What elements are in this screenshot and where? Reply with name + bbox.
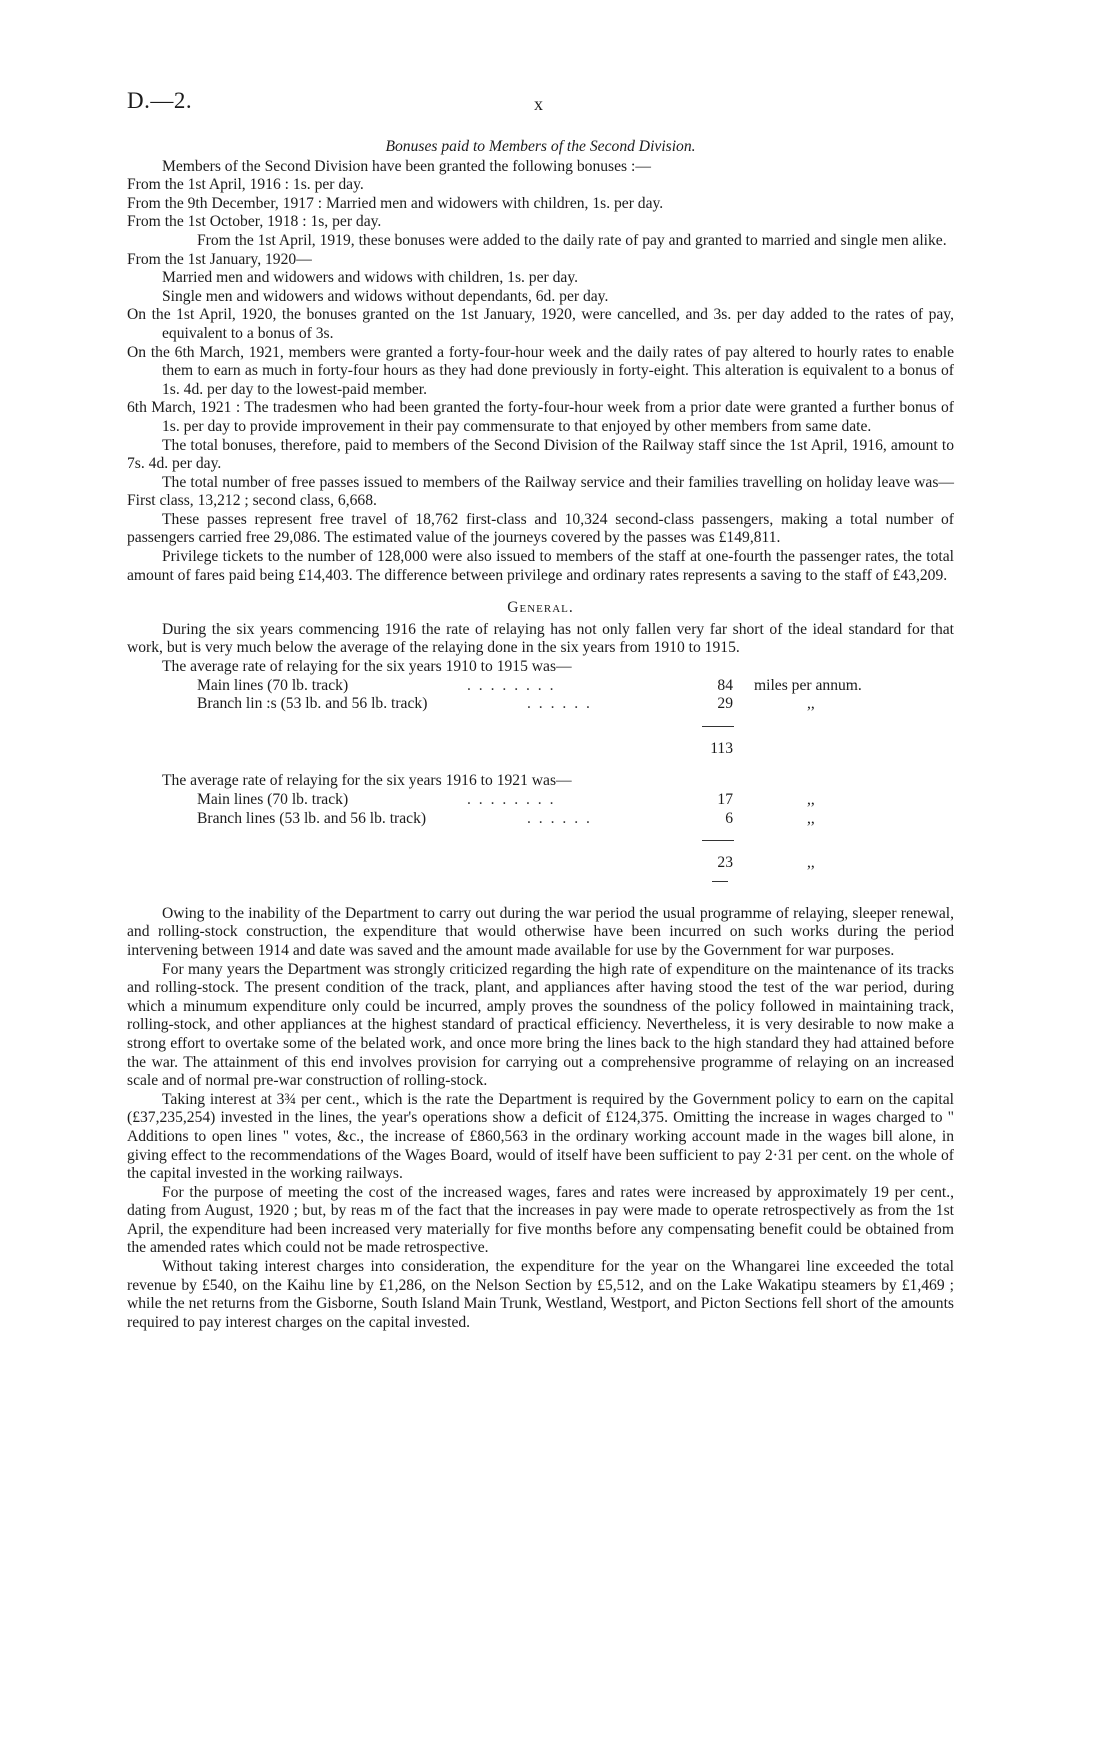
bottom-rule <box>127 873 954 897</box>
row-label: Main lines (70 lb. track) <box>197 791 349 808</box>
total-value: 23 <box>717 854 733 872</box>
row-label: Branch lines (53 lb. and 56 lb. track) <box>197 809 427 827</box>
paragraph: The total bonuses, therefore, paid to members of the Second Division of the Railway staff since the 1st April, 1916, amount to 7s. 4d. per day. <box>127 436 954 473</box>
paragraph: The total number of free passes issued to members of the Railway service and their families travelling on holiday leave was—First class, 13,212 ; second class, 6,668. <box>127 473 954 510</box>
paragraph: From the 1st April, 1916 : 1s. per day. <box>127 176 364 194</box>
relaying-table-1916-1921 <box>127 772 954 896</box>
paragraph: Taking interest at 3¾ per cent., which is the rate the Department is required by the Government policy to earn on the capital (£37,235,254) invested in the lines, the year's operations show a deficit of £124,375. Omitting the increase in wages charged to " Additions to open lines " votes, &c., the increase of £860,563 in the ordinary working account made in the wages bill alone, in giving effect to the recommendations of the Wages Board, would of itself have been sufficient to pay 2·31 per cent. on the whole of the capital invested in the working railways. <box>127 1090 954 1183</box>
paragraph: From the 1st January, 1920— <box>127 250 312 268</box>
paragraph: For many years the Department was strongly criticized regarding the high rate of expenditure on the maintenance of its tracks and rolling-stock. The present condition of the track, plant, and appliances after having stood the test of the war period, during which a minumum expenditure only could be incurred, amply proves the soundness of the policy followed in maintaining track, rolling-stock, and other appliances at the highest standard of practical efficiency. Nevertheless, it is very desirable to now make a strong effort to overtake some of the belated work, and once more bring the lines back to the high standard they had attained before the war. The attainment of this end involves provision for carrying out a comprehensive programme of relaying on an increased scale and of normal pre-war construction of rolling-stock. <box>127 960 954 1090</box>
row-value: 17 <box>717 791 733 808</box>
ditto-mark: ,, <box>807 695 815 713</box>
leader-dots: . . . . . . . . <box>467 676 556 694</box>
paragraph: Without taking interest charges into consideration, the expenditure for the year on the Whangarei line exceeded the total revenue by £540, on the Kaihu line by £1,286, on the Nelson Section by £5,512, and on the Lake Wakatipu steamers by £1,469 ; while the net returns from the Gisborne, South Island Main Trunk, Westland, Westport, and Picton Sections fell short of the amounts required to pay interest charges on the capital invested. <box>127 1258 954 1331</box>
paragraph: Members of the Second Division have been granted the following bonuses :— <box>162 157 651 175</box>
table-intro: The average rate of relaying for the six years 1916 to 1921 was— <box>162 772 572 790</box>
table-row <box>127 695 954 714</box>
total-value: 113 <box>710 739 733 757</box>
row-unit: miles per annum. <box>754 676 862 694</box>
table-row <box>127 810 954 829</box>
section-heading: General. <box>507 599 574 617</box>
paragraph: Single men and widowers and widows without dependants, 6d. per day. <box>162 287 609 305</box>
ditto-mark: ,, <box>807 854 815 872</box>
paragraph: From the 9th December, 1917 : Married men and widowers with children, 1s. per day. <box>127 194 664 212</box>
rule-line <box>702 726 734 727</box>
rule-line <box>712 881 728 882</box>
total-rule <box>127 828 954 854</box>
ditto-mark: ,, <box>807 791 815 808</box>
paragraph: During the six years commencing 1916 the rate of relaying has not only fallen very far short of the ideal standard for that work, but is very much below the average of the relaying done in the six years from 1910 to 1915. <box>127 620 954 657</box>
table-total-row <box>127 854 954 873</box>
paragraph: Owing to the inability of the Department to carry out during the war period the usual programme of relaying, sleeper renewal, and rolling-stock construction, the expenditure that would otherwise have been incurred on such works during the period intervening between 1914 and date was saved and the amount made available for use by the Government for war purposes. <box>127 904 954 959</box>
total-rule <box>127 714 954 740</box>
section-title: Bonuses paid to Members of the Second Division. <box>385 138 696 155</box>
leader-dots: . . . . . . <box>527 809 592 827</box>
document-body <box>127 138 954 1332</box>
paragraph: From the 1st April, 1919, these bonuses were added to the daily rate of pay and granted to married and single men alike. <box>197 231 947 249</box>
paragraph: Married men and widowers and widows with children, 1s. per day. <box>162 269 579 287</box>
paragraph: For the purpose of meeting the cost of the increased wages, fares and rates were increased by approximately 19 per cent., dating from August, 1920 ; but, by reas m of the fact that the increases in pay were made to operate retrospectively as from the 1st April, the expenditure had been increased very materially for five months before any compensating benefit could be obtained from the amended rates which could not be made retrospective. <box>127 1183 954 1257</box>
table-row <box>127 791 954 810</box>
table-row <box>127 677 954 696</box>
ditto-mark: ,, <box>807 809 815 827</box>
paragraph: These passes represent free travel of 18,762 first-class and 10,324 second-class passengers, making a total number of passengers carried free 29,086. The estimated value of the journeys covered by the passes was £149,811. <box>127 510 954 547</box>
paragraph: From the 1st October, 1918 : 1s, per day. <box>127 213 382 231</box>
table-total-row <box>127 740 954 759</box>
paragraph: 6th March, 1921 : The tradesmen who had been granted the forty-four-hour week from a prior date were granted a further bonus of 1s. per day to provide improvement in their pay commensurate to that enjoyed by other members from same date. <box>127 399 954 435</box>
row-value: 6 <box>725 809 733 827</box>
rule-line <box>702 840 734 841</box>
leader-dots: . . . . . . <box>527 695 592 713</box>
page-number: x <box>534 94 543 114</box>
row-label: Branch lin :s (53 lb. and 56 lb. track) <box>197 695 428 713</box>
row-value: 84 <box>717 676 733 694</box>
spacer <box>127 758 954 772</box>
page-reference: D.—2. <box>127 88 193 113</box>
row-label: Main lines (70 lb. track) <box>197 676 349 694</box>
paragraph: Privilege tickets to the number of 128,000 were also issued to members of the staff at one-fourth the passenger rates, the total amount of fares paid being £14,403. The difference between privilege and ordinary rates represents a saving to the staff of £43,209. <box>127 548 954 584</box>
paragraph: On the 6th March, 1921, members were granted a forty-four-hour week and the daily rates of pay altered to hourly rates to enable them to earn as much in forty-four hours as they had done previously in forty-eight. This alteration is equivalent to a bonus of 1s. 4d. per day to the lowest-paid member. <box>127 343 954 398</box>
row-value: 29 <box>717 695 733 713</box>
leader-dots: . . . . . . . . <box>467 791 556 808</box>
paragraph: On the 1st April, 1920, the bonuses granted on the 1st January, 1920, were cancelled, and 3s. per day added to the rates of pay, equivalent to a bonus of 3s. <box>127 306 954 342</box>
table-intro: The average rate of relaying for the six years 1910 to 1915 was— <box>162 658 572 676</box>
relaying-table-1910-1915 <box>127 658 954 772</box>
